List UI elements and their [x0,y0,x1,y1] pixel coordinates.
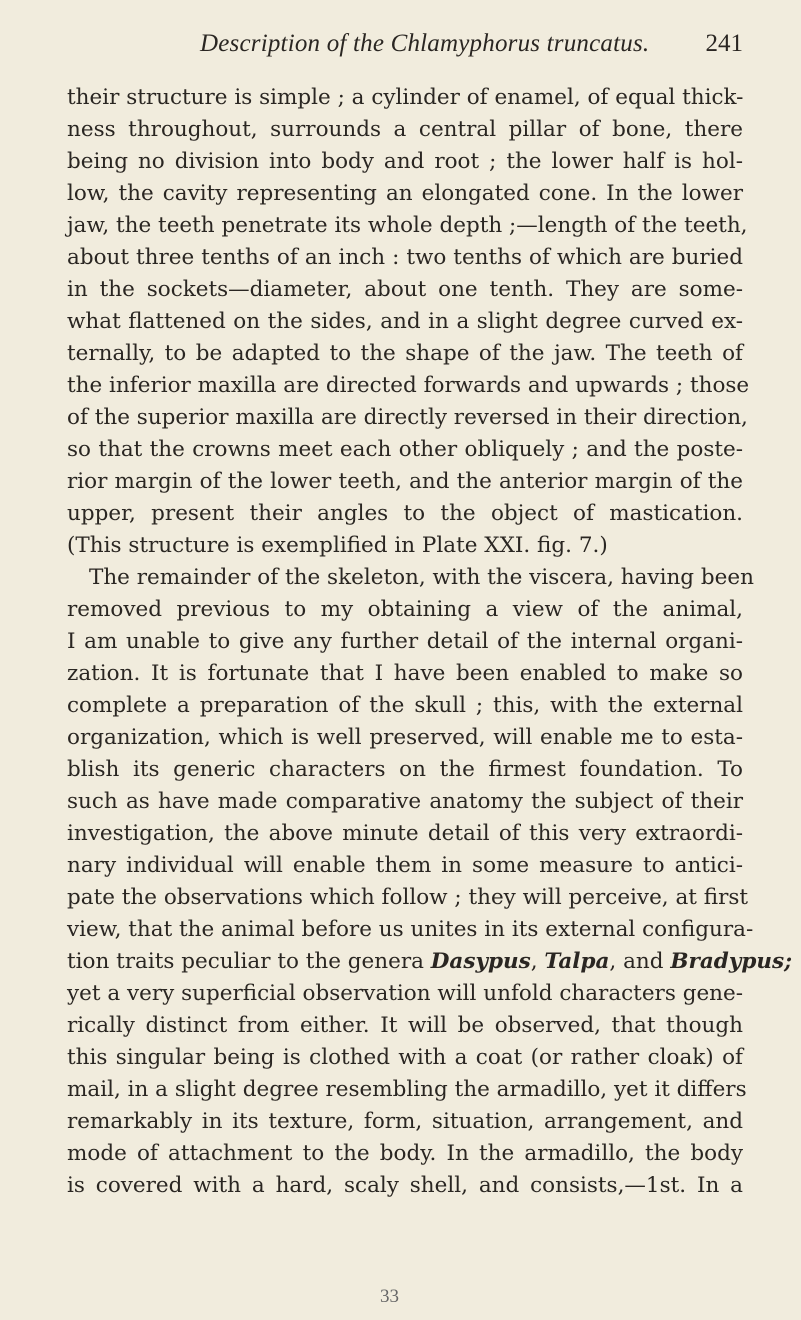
text-line: is covered with a hard, scaly shell, and consists,—1st. In a [67,1173,743,1198]
text-line: such as have made comparative anatomy the subject of their [67,789,743,814]
text-segment: , [530,949,545,974]
text-line: the inferior maxilla are directed forwards and upwards ; those [67,373,750,398]
body-text [67,82,793,1202]
text-line: about three tenths of an inch : two tenths of which are buried [67,245,743,270]
text-line: blish its generic characters on the firmest foundation. To [67,757,743,782]
text-line: zation. It is fortunate that I have been enabled to make so [67,661,743,686]
running-title: Description of the Chlamyphorus truncatus. [200,30,650,57]
text-line: this singular being is clothed with a coat (or rather cloak) of [67,1045,743,1070]
text-line: organization, which is well preserved, will enable me to esta- [67,725,743,750]
running-head [0,30,801,70]
text-line-genera [67,946,793,978]
text-line: removed previous to my obtaining a view of the animal, [67,597,743,622]
text-line: of the superior maxilla are directly reversed in their direction, [67,405,748,430]
text-line: their structure is simple ; a cylinder of enamel, of equal thick- [67,85,744,110]
text-line: pate the observations which follow ; they will perceive, at first [67,885,749,910]
text-line: ness throughout, surrounds a central pillar of bone, there [67,117,743,142]
text-line: rically distinct from either. It will be observed, that though [67,1013,743,1038]
text-line: being no division into body and root ; the lower half is hol- [67,149,743,174]
text-line: I am unable to give any further detail of the internal organi- [67,629,743,654]
genus-name: Talpa [544,949,610,974]
text-line: remarkably in its texture, form, situation, arrangement, and [67,1109,743,1134]
text-line: low, the cavity representing an elongated cone. In the lower [67,181,743,206]
signature-mark: 33 [380,1286,399,1307]
text-line: view, that the animal before us unites in its external configura- [67,917,754,942]
text-line: complete a preparation of the skull ; this, with the external [67,693,743,718]
text-line: upper, present their angles to the object of mastication. [67,501,743,526]
text-line: yet a very superficial observation will unfold characters gene- [67,981,744,1006]
genus-name: Dasypus [430,949,531,974]
paragraph-start-line: The remainder of the skeleton, with the viscera, having been [89,565,754,590]
text-line: ternally, to be adapted to the shape of the jaw. The teeth of [67,341,743,366]
text-line: rior margin of the lower teeth, and the anterior margin of the [67,469,743,494]
text-line: investigation, the above minute detail of this very extraordi- [67,821,743,846]
text-line: so that the crowns meet each other obliquely ; and the poste- [67,437,743,462]
text-line: what flattened on the sides, and in a slight degree curved ex- [67,309,743,334]
text-line: mode of attachment to the body. In the armadillo, the body [67,1141,743,1166]
page-number: 241 [705,30,743,57]
text-line: jaw, the teeth penetrate its whole depth ;—length of the teeth, [67,213,748,238]
text-line: mail, in a slight degree resembling the armadillo, yet it differs [67,1077,747,1102]
genus-name: Bradypus; [670,949,793,974]
text-line: (This structure is exemplified in Plate XXI. fig. 7.) [67,533,608,558]
text-segment: tion traits peculiar to the genera [67,949,431,974]
text-segment: , and [609,949,671,974]
text-line: in the sockets—diameter, about one tenth. They are some- [67,277,743,302]
text-line: nary individual will enable them in some measure to antici- [67,853,743,878]
